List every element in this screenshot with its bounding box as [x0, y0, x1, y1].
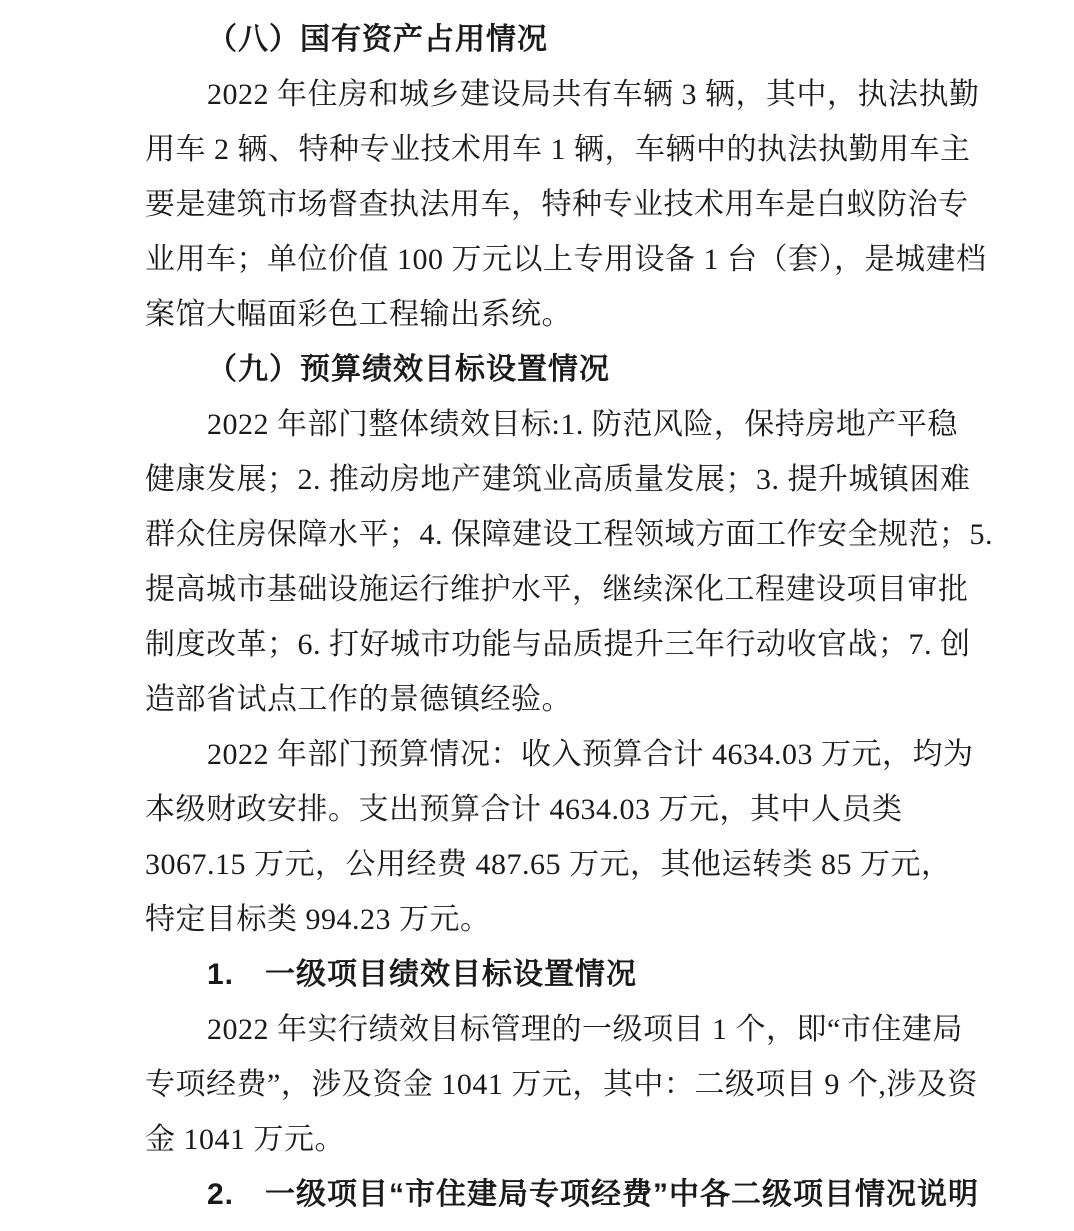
paragraph-line: 提高城市基础设施运行维护水平，继续深化工程建设项目审批 [145, 573, 969, 606]
paragraph-line: 业用车；单位价值 100 万元以上专用设备 1 台（套），是城建档 [145, 243, 987, 276]
paragraph-line: 3067.15 万元，公用经费 487.65 万元，其他运转类 85 万元， [145, 848, 952, 881]
paragraph-line: 金 1041 万元。 [145, 1123, 345, 1156]
paragraph-line: 2022 年部门预算情况：收入预算合计 4634.03 万元，均为 [207, 738, 974, 771]
heading-level2-projects: 2. 一级项目“市住建局专项经费”中各二级项目情况说明 [207, 1178, 980, 1211]
paragraph-line: 健康发展；2. 推动房地产建筑业高质量发展；3. 提升城镇困难 [145, 463, 971, 496]
paragraph-line: 本级财政安排。支出预算合计 4634.03 万元，其中人员类 [145, 793, 903, 826]
paragraph-line: 制度改革；6. 打好城市功能与品质提升三年行动收官战；7. 创 [145, 628, 971, 661]
paragraph-line: 用车 2 辆、特种专业技术用车 1 辆，车辆中的执法执勤用车主 [145, 133, 971, 166]
heading-level1-projects: 1. 一级项目绩效目标设置情况 [207, 958, 638, 991]
paragraph-line: 2022 年住房和城乡建设局共有车辆 3 辆，其中，执法执勤 [207, 78, 980, 111]
heading-budget-performance: （九）预算绩效目标设置情况 [207, 353, 610, 386]
heading-state-assets: （八）国有资产占用情况 [207, 23, 548, 56]
paragraph-line: 特定目标类 994.23 万元。 [145, 903, 491, 936]
paragraph-line: 2022 年部门整体绩效目标:1. 防范风险，保持房地产平稳 [207, 408, 958, 441]
paragraph-line: 要是建筑市场督查执法用车，特种专业技术用车是白蚁防治专 [145, 188, 969, 221]
paragraph-line: 群众住房保障水平；4. 保障建设工程领域方面工作安全规范；5. [145, 518, 993, 551]
paragraph-line: 案馆大幅面彩色工程输出系统。 [145, 298, 572, 331]
paragraph-line: 专项经费”，涉及资金 1041 万元，其中：二级项目 9 个,涉及资 [145, 1068, 978, 1101]
paragraph-line: 2022 年实行绩效目标管理的一级项目 1 个，即“市住建局 [207, 1013, 963, 1046]
paragraph-line: 造部省试点工作的景德镇经验。 [145, 683, 572, 716]
